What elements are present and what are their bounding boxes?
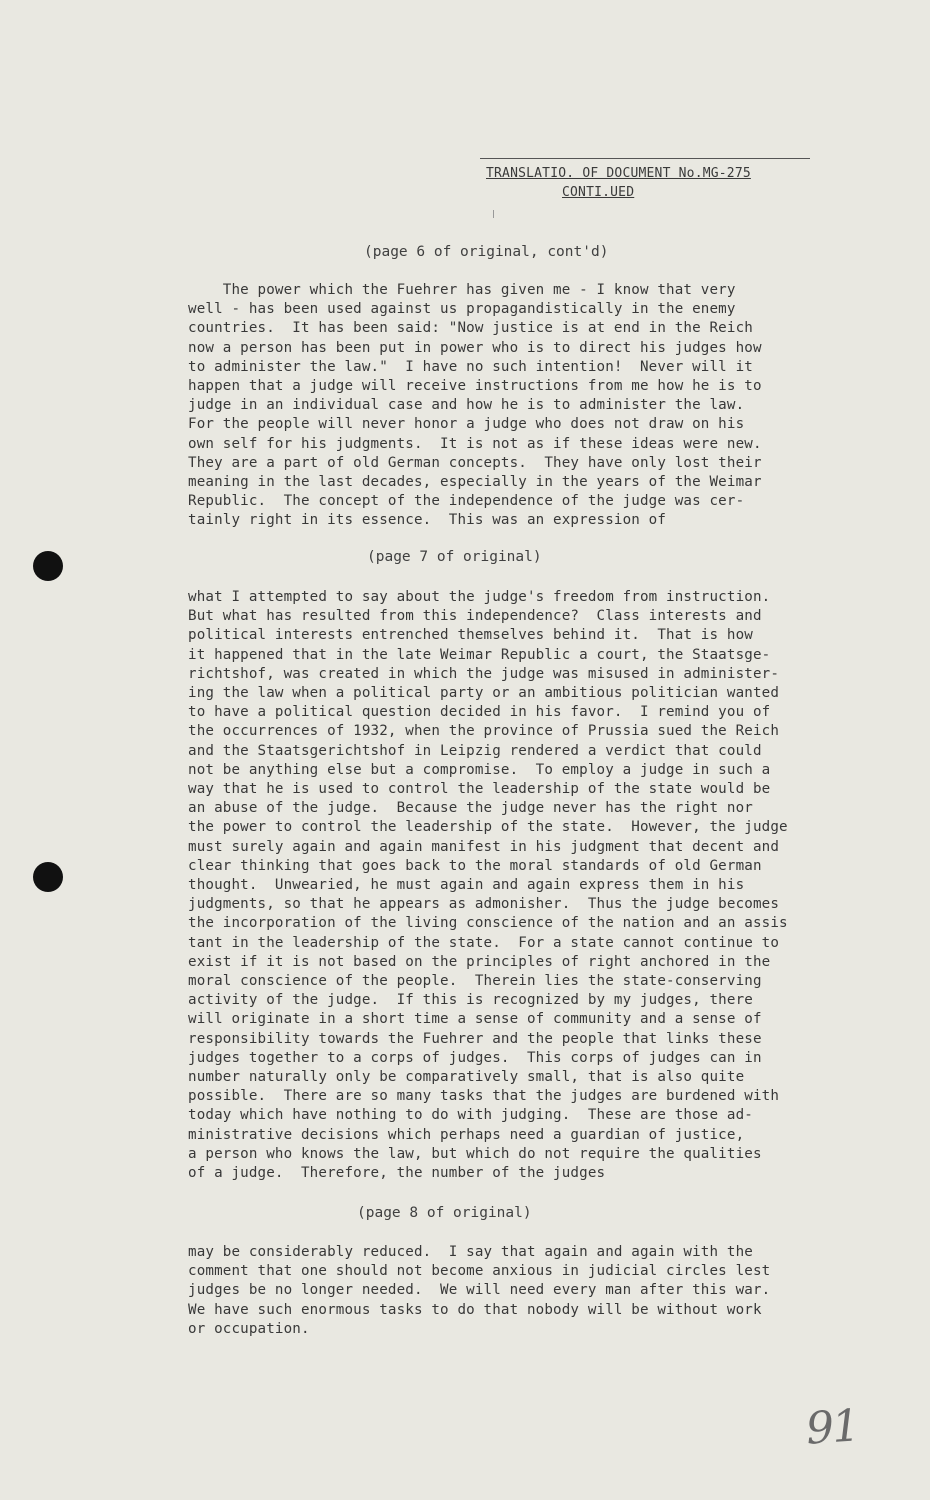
punch-hole-top bbox=[33, 551, 63, 581]
paragraph-page-6: The power which the Fuehrer has given me - I know that very well - has been used against us propagandistically in the enemy countries. It has been said: "Now justice is at end in the Reich now a person has been put in power who is to direct his judges how to administer the law." I have no such intention! Never will it happen that a judge will receive instructions from me how he is to judge in an individual case and how he is to administer the law. For the people will never honor a judge who does not draw on his own self for his judgments. It is not as if these ideas were new. They are a part of old German concepts. They have only lost their meaning in the last decades, especially in the years of the Weimar Republic. The concept of the independence of the judge was cer- tainly right in its essence. This was an expression of bbox=[188, 282, 762, 529]
margin-mark bbox=[493, 210, 494, 218]
page-marker-6: (page 6 of original, cont'd) bbox=[364, 244, 609, 260]
handwritten-page-number: 91 bbox=[804, 1400, 860, 1455]
page-marker-8: (page 8 of original) bbox=[357, 1205, 532, 1221]
document-header bbox=[480, 158, 810, 200]
page-marker-7: (page 7 of original) bbox=[367, 549, 542, 565]
punch-hole-bottom bbox=[33, 862, 63, 892]
header-subtitle: CONTI.UED bbox=[562, 185, 635, 200]
paragraph-page-7: what I attempted to say about the judge's freedom from instruction. But what has resulted from this independence? Class interests and political interests entrenched themselves behind it. That is how it happened that in the late Weimar Republic a court, the Staatsge- richtshof, was created in which the judge was misused in administer- ing the law when a political party or an ambitious politician wanted to have a political question decided in his favor. I remind you of the occurrences of 1932, when the province of Prussia sued the Reich and the Staatsgerichtshof in Leipzig rendered a verdict that could not be anything else but a compromise. To employ a judge in such a way that he is used to control the leadership of the state would be an abuse of the judge. Because the judge never has the right nor the power to control the leadership of the state. However, the judge must surely again and again manifest in his judgment that decent and clear thinking that goes back to the moral standards of old German thought. Unwearied, he must again and again express them in his judgments, so that he appears as admonisher. Thus the judge becomes the incorporation of the living conscience of the nation and an assis tant in the leadership of the state. For a state cannot continue to exist if it is not based on the principles of right anchored in the moral conscience of the people. Therein lies the state-conserving activity of the judge. If this is recognized by my judges, there will originate in a short time a sense of community and a sense of responsibility towards the Fuehrer and the people that links these judges together to a corps of judges. This corps of judges can in number naturally only be comparatively small, that is also quite possible. There are so many tasks that the judges are burdened with today which have nothing to do with judging. These are those ad- ministrative decisions which perhaps need a guardian of justice, a person who knows the law, but which do not require the qualities of a judge. Therefore, the number of the judges bbox=[188, 589, 788, 1182]
header-title: TRANSLATIO. OF DOCUMENT No.MG-275 bbox=[486, 166, 751, 181]
paragraph-page-8: may be considerably reduced. I say that again and again with the comment that one should not become anxious in judicial circles lest judges be no longer needed. We will need every man after this war. We have such enormous tasks to do that nobody will be without work or occupation. bbox=[188, 1244, 771, 1337]
